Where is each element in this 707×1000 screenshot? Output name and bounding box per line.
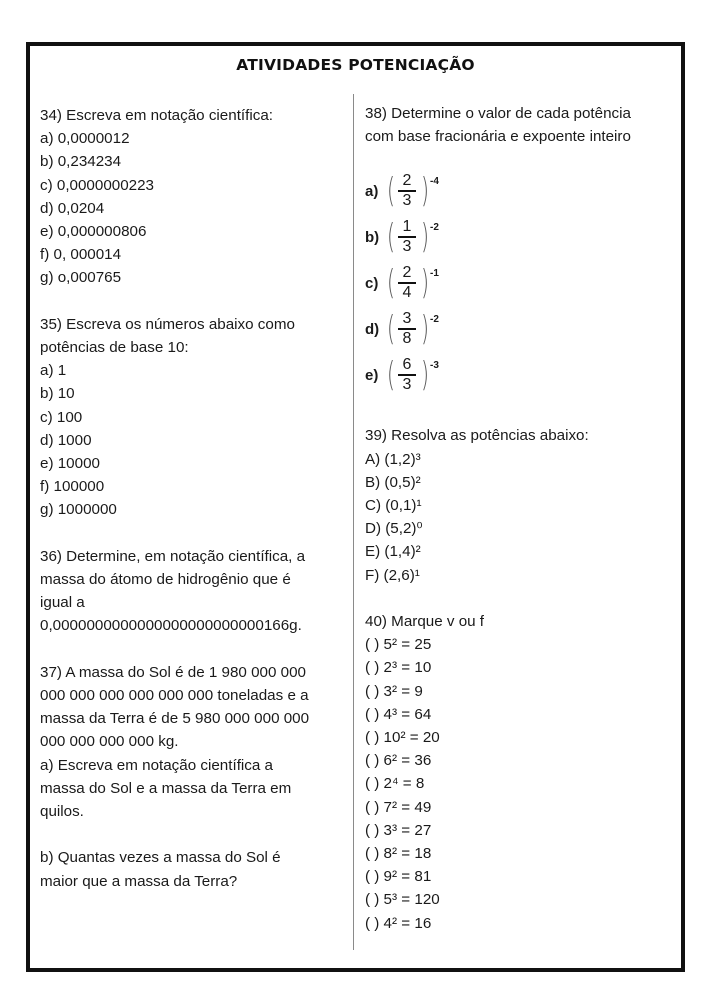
- exponent: -2: [430, 222, 439, 234]
- q40-item-2: ( ) 2³ = 10: [365, 659, 432, 677]
- fraction-label: c): [365, 274, 379, 292]
- fraction-item-b: [365, 214, 675, 260]
- q40-item-13: ( ) 4² = 16: [365, 914, 432, 932]
- left-paren: (: [387, 309, 395, 350]
- exponent: -1: [430, 268, 439, 280]
- q40-item-8: ( ) 7² = 49: [365, 798, 432, 816]
- question-38-prompt-line2: com base fracionária e expoente inteiro: [365, 128, 631, 146]
- q39-item-a: A) (1,2)³: [365, 450, 421, 468]
- fraction: [398, 172, 416, 210]
- fraction: [398, 356, 416, 394]
- q37-line-7: quilos.: [40, 803, 84, 821]
- spacer: [365, 587, 675, 610]
- q34-item-c: c) 0,0000000223: [40, 176, 155, 194]
- fraction-item-c: [365, 260, 675, 306]
- right-paren: ): [421, 263, 429, 304]
- question-39: [365, 424, 675, 586]
- spacer: [40, 638, 345, 661]
- question-40: [365, 610, 675, 935]
- q35-item-f: f) 100000: [40, 478, 105, 496]
- q39-item-f: F) (2,6)¹: [365, 566, 420, 584]
- denominator: 3: [402, 238, 412, 256]
- exponent: -2: [430, 314, 439, 326]
- q34-item-d: d) 0,0204: [40, 199, 105, 217]
- spacer: [365, 398, 675, 424]
- q34-item-g: g) o,000765: [40, 269, 122, 287]
- question-36: [40, 545, 345, 638]
- denominator: 4: [402, 284, 412, 302]
- numerator: 6: [402, 356, 412, 374]
- q34-item-f: f) 0, 000014: [40, 246, 122, 264]
- fraction-label: b): [365, 228, 380, 246]
- q40-item-9: ( ) 3³ = 27: [365, 821, 432, 839]
- question-34: [40, 104, 345, 290]
- question-40-prompt: 40) Marque v ou f: [365, 613, 485, 631]
- numerator: 3: [402, 310, 412, 328]
- q37-line-1: 37) A massa do Sol é de 1 980 000 000: [40, 663, 306, 681]
- q40-item-3: ( ) 3² = 9: [365, 682, 423, 700]
- left-paren: (: [387, 355, 395, 396]
- q34-item-a: a) 0,0000012: [40, 130, 130, 148]
- fraction-item-e: [365, 352, 675, 398]
- q34-item-e: e) 0,000000806: [40, 223, 147, 241]
- question-39-prompt: 39) Resolva as potências abaixo:: [365, 427, 589, 445]
- q35-item-a: a) 1: [40, 362, 67, 380]
- fraction: [398, 264, 416, 302]
- column-divider: [353, 94, 354, 950]
- q37-line-3: massa da Terra é de 5 980 000 000 000: [40, 710, 310, 728]
- question-35-prompt-line1: 35) Escreva os números abaixo como: [40, 315, 295, 333]
- spacer: [40, 290, 345, 313]
- right-paren: ): [421, 309, 429, 350]
- denominator: 8: [402, 330, 412, 348]
- worksheet-frame: [26, 42, 685, 972]
- q37-line-6: massa do Sol e a massa da Terra em: [40, 779, 292, 797]
- q39-item-b: B) (0,5)²: [365, 473, 421, 491]
- exponent: -4: [430, 176, 439, 188]
- fraction: [398, 310, 416, 348]
- page-title: ATIVIDADES POTENCIAÇÃO: [236, 56, 475, 74]
- q40-item-10: ( ) 8² = 18: [365, 845, 432, 863]
- q35-item-c: c) 100: [40, 408, 83, 426]
- q40-item-11: ( ) 9² = 81: [365, 868, 432, 886]
- left-paren: (: [387, 263, 395, 304]
- left-column: [40, 104, 345, 893]
- spacer: [40, 522, 345, 545]
- denominator: 3: [402, 192, 412, 210]
- q40-item-7: ( ) 2⁴ = 8: [365, 775, 425, 793]
- q35-item-d: d) 1000: [40, 431, 92, 449]
- question-38: [365, 102, 675, 398]
- fraction-item-a: [365, 168, 675, 214]
- fraction-label: d): [365, 320, 380, 338]
- left-paren: (: [387, 217, 395, 258]
- denominator: 3: [402, 376, 412, 394]
- right-paren: ): [421, 355, 429, 396]
- question-38-prompt-line1: 38) Determine o valor de cada potência: [365, 105, 631, 122]
- question-35: [40, 313, 345, 522]
- q40-item-5: ( ) 10² = 20: [365, 729, 440, 747]
- numerator: 1: [402, 218, 412, 236]
- fraction-label: e): [365, 366, 379, 384]
- q36-line-1: 36) Determine, em notação científica, a: [40, 547, 306, 565]
- question-34-prompt: 34) Escreva em notação científica:: [40, 107, 273, 124]
- right-column: [365, 102, 675, 935]
- fraction-list: [365, 168, 675, 398]
- question-35-prompt-line2: potências de base 10:: [40, 339, 189, 357]
- q35-item-g: g) 1000000: [40, 501, 117, 519]
- q37-line-4: 000 000 000 000 kg.: [40, 733, 179, 751]
- q37-line-2: 000 000 000 000 000 000 toneladas e a: [40, 687, 309, 705]
- numerator: 2: [402, 172, 412, 190]
- q36-line-4: 0,0000000000000000000000000166g.: [40, 617, 302, 635]
- q34-item-b: b) 0,234234: [40, 153, 122, 171]
- fraction: [398, 218, 416, 256]
- q37-b-line-2: maior que a massa da Terra?: [40, 872, 238, 890]
- q35-item-b: b) 10: [40, 385, 75, 403]
- q40-item-6: ( ) 6² = 36: [365, 752, 432, 770]
- q35-item-e: e) 10000: [40, 455, 100, 473]
- q39-item-d: D) (5,2)⁰: [365, 520, 423, 538]
- q40-item-12: ( ) 5³ = 120: [365, 891, 440, 909]
- right-paren: ): [421, 217, 429, 258]
- q39-item-e: E) (1,4)²: [365, 543, 421, 561]
- numerator: 2: [402, 264, 412, 282]
- spacer: [40, 823, 345, 846]
- fraction-item-d: [365, 306, 675, 352]
- right-paren: ): [421, 171, 429, 212]
- left-paren: (: [387, 171, 395, 212]
- question-37: [40, 661, 345, 893]
- q37-b-line-1: b) Quantas vezes a massa do Sol é: [40, 849, 281, 867]
- q36-line-3: igual a: [40, 594, 85, 612]
- q37-line-5: a) Escreva em notação científica a: [40, 756, 273, 774]
- exponent: -3: [430, 360, 439, 372]
- q39-item-c: C) (0,1)¹: [365, 497, 422, 515]
- q40-item-4: ( ) 4³ = 64: [365, 705, 432, 723]
- fraction-label: a): [365, 182, 379, 200]
- q40-item-1: ( ) 5² = 25: [365, 636, 432, 654]
- q36-line-2: massa do átomo de hidrogênio que é: [40, 571, 291, 589]
